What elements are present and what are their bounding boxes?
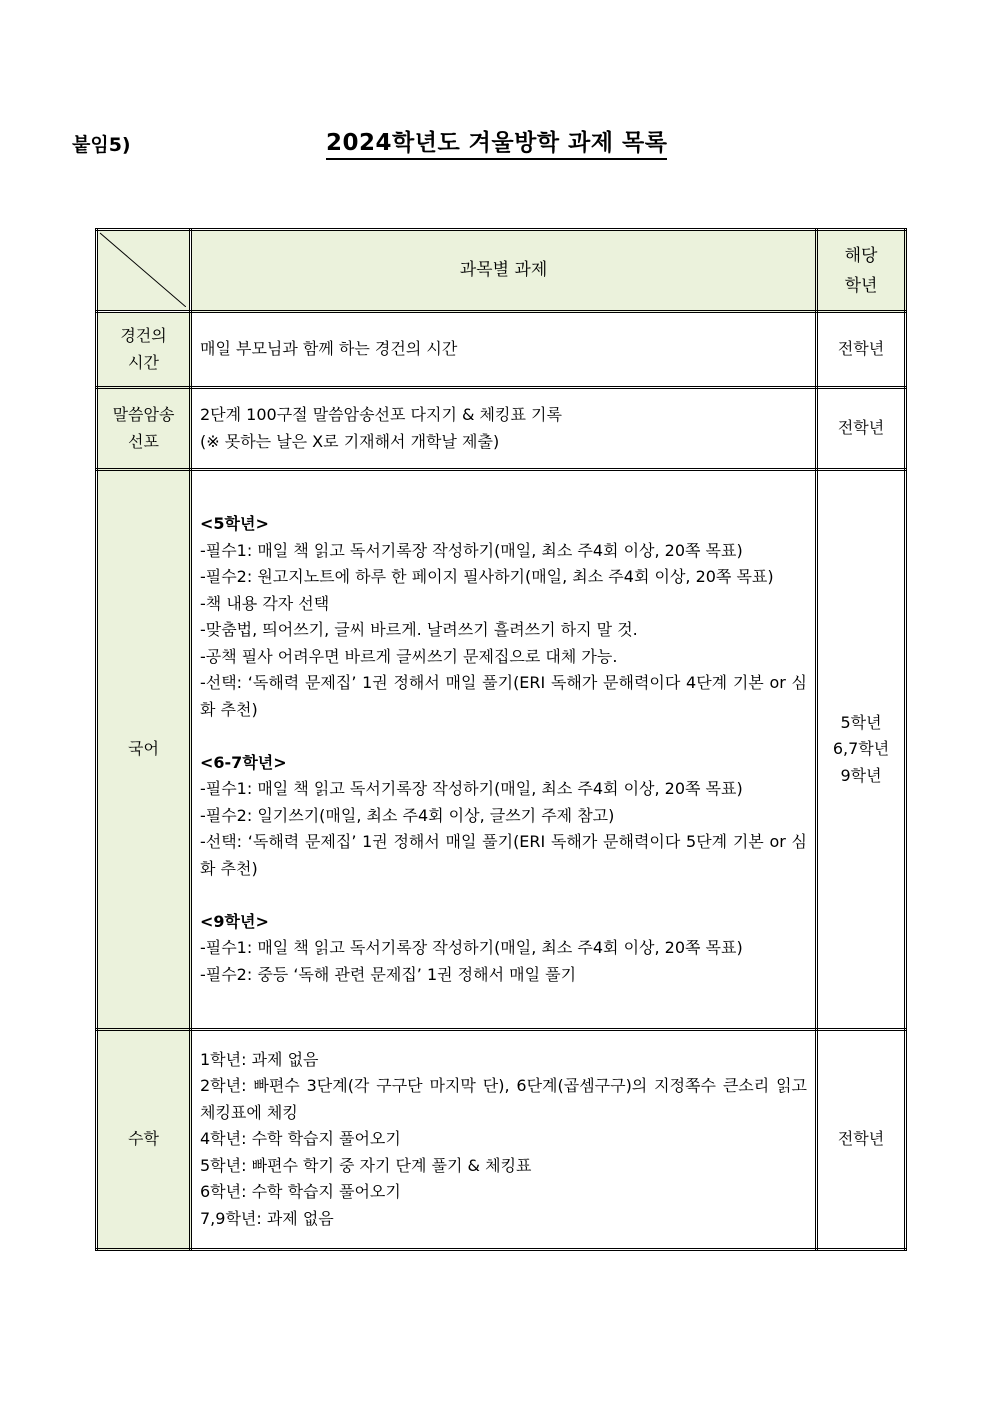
- diagonal-corner-cell: [97, 230, 191, 312]
- task-line: 2단계 100구절 말씀암송선포 다지기 & 체킹표 기록: [200, 405, 562, 424]
- task-cell: [191, 312, 817, 388]
- page-title: 2024학년도 겨울방학 과제 목록: [326, 128, 667, 160]
- header-grade: [817, 230, 906, 312]
- attachment-label: 붙임5): [72, 134, 131, 156]
- table-header-row: [97, 230, 906, 312]
- table-row: [97, 388, 906, 470]
- task-line: 5학년: 빠편수 학기 중 자기 단계 풀기 & 체킹표: [200, 1155, 532, 1175]
- task-cell: [191, 388, 817, 470]
- assignment-table: [95, 228, 904, 1251]
- task-cell: [191, 1030, 817, 1250]
- grade-cell: 전학년: [817, 1030, 906, 1250]
- grade-cell: 전학년: [817, 312, 906, 388]
- subject-cell: [97, 388, 191, 470]
- task-line: -선택: ‘독해력 문제집’ 1권 정해서 매일 풀기(ERI 독해가 문해력이다 5단계 기본 or 심화 추천): [200, 832, 807, 878]
- task-line: -필수2: 원고지노트에 하루 한 페이지 필사하기(매일, 최소 주4회 이상, 20쪽 목표): [200, 567, 774, 586]
- subject-line1: 말씀암송: [112, 405, 175, 424]
- subject-line1: 경건의: [120, 326, 167, 345]
- task-line: -필수1: 매일 책 읽고 독서기록장 작성하기(매일, 최소 주4회 이상, 20쪽 목표): [200, 540, 743, 560]
- task-line: -필수1: 매일 책 읽고 독서기록장 작성하기(매일, 최소 주4회 이상, 20쪽 목표): [200, 779, 743, 798]
- task-line: -책 내용 각자 선택: [200, 593, 330, 613]
- task-line: -필수2: 중등 ‘독해 관련 문제집’ 1권 정해서 매일 풀기: [200, 964, 577, 984]
- task-line: -선택: ‘독해력 문제집’ 1권 정해서 매일 풀기(ERI 독해가 문해력이다 4단계 기본 or 심화 추천): [200, 673, 807, 719]
- table-row-math: [97, 1030, 906, 1250]
- subject-cell: 수학: [97, 1030, 191, 1250]
- task-cell: [191, 470, 817, 1030]
- grade-line: 5학년: [840, 712, 882, 732]
- section-heading: <5학년>: [200, 514, 269, 533]
- subject-line2: 선포: [128, 431, 159, 451]
- header-grade-line2: 학년: [844, 275, 878, 296]
- task-line: -필수2: 일기쓰기(매일, 최소 주4회 이상, 글쓰기 주제 참고): [200, 805, 615, 825]
- grade-line: 6,7학년: [832, 739, 890, 759]
- header-subject-tasks: 과목별 과제: [191, 230, 817, 312]
- diagonal-line: [98, 231, 186, 307]
- header-grade-line1: 해당: [844, 245, 878, 266]
- grade-cell: 전학년: [817, 388, 906, 470]
- subject-cell: 국어: [97, 470, 191, 1030]
- section-heading: <6-7학년>: [200, 752, 287, 772]
- subject-line2: 시간: [128, 352, 159, 372]
- section-heading: <9학년>: [200, 911, 269, 931]
- task-line: -맞춤법, 띄어쓰기, 글씨 바르게. 날려쓰기 흘려쓰기 하지 말 것.: [200, 620, 638, 639]
- grade-line: 9학년: [840, 765, 882, 785]
- table-row: [97, 312, 906, 388]
- task-line: 7,9학년: 과제 없음: [200, 1208, 334, 1228]
- task-line: -필수1: 매일 책 읽고 독서기록장 작성하기(매일, 최소 주4회 이상, 20쪽 목표): [200, 938, 743, 957]
- task-line: 매일 부모님과 함께 하는 경건의 시간: [200, 339, 458, 359]
- task-line: -공책 필사 어려우면 바르게 글씨쓰기 문제집으로 대체 가능.: [200, 646, 618, 666]
- task-line: 6학년: 수학 학습지 풀어오기: [200, 1182, 401, 1202]
- table-row-korean: [97, 470, 906, 1030]
- task-line: 1학년: 과제 없음: [200, 1049, 319, 1069]
- task-line: (※ 못하는 날은 X로 기재해서 개학날 제출): [200, 431, 500, 451]
- grade-cell: [817, 470, 906, 1030]
- task-line: 4학년: 수학 학습지 풀어오기: [200, 1129, 401, 1149]
- task-line: 2학년: 빠편수 3단계(각 구구단 마지막 단), 6단계(곱셈구구)의 지정쪽수 큰소리 읽고 체킹표에 체킹: [200, 1076, 807, 1122]
- subject-cell: [97, 312, 191, 388]
